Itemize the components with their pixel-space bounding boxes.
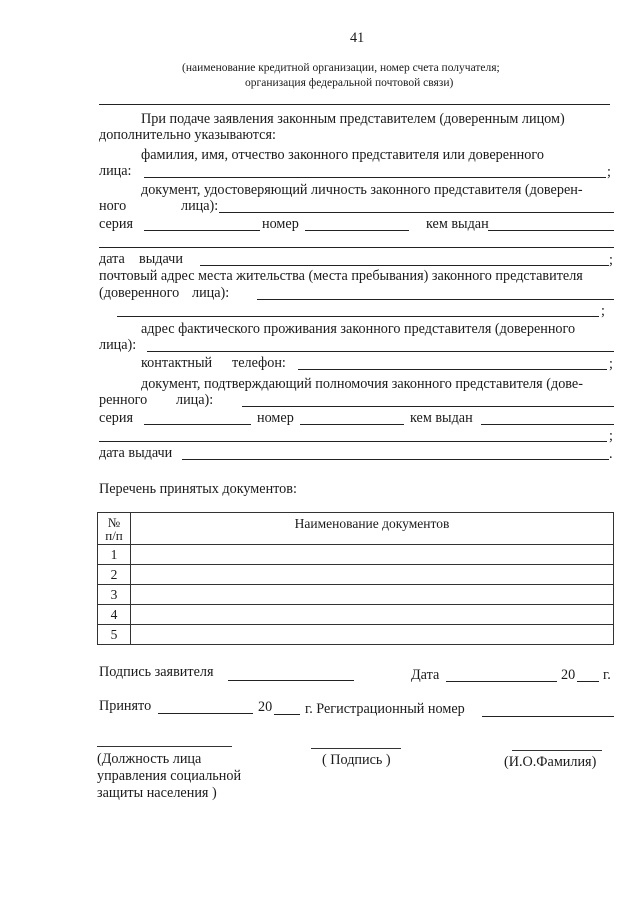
rep-authority-label-1: документ, подтверждающий полномочия законного представителя (дове-: [141, 376, 583, 392]
rep-postal-label-2b: лица):: [192, 285, 230, 301]
rep-fio-semicolon: ;: [607, 164, 611, 180]
rep-auth-semicolon: ;: [609, 428, 613, 444]
date-label: Дата: [411, 667, 440, 683]
official-signature-line[interactable]: [311, 748, 401, 749]
row-number: 4: [98, 605, 131, 625]
rep-issue-date-field[interactable]: [200, 265, 609, 266]
row-number: 1: [98, 545, 131, 565]
accepted-year-field[interactable]: [274, 714, 300, 715]
official-position-caption-3: защиты населения ): [97, 785, 217, 801]
registration-number-label: г. Регистрационный номер: [305, 701, 465, 717]
table-row: [98, 545, 614, 565]
rep-intro-line-2: дополнительно указываются:: [99, 127, 276, 143]
col-number-symbol: №: [107, 514, 121, 530]
rep-id-doc-label-1: документ, удостоверяющий личность законного представителя (доверен-: [141, 182, 583, 198]
official-name-line[interactable]: [512, 750, 602, 751]
documents-table: [97, 512, 614, 645]
document-name-cell[interactable]: [131, 585, 614, 605]
rep-postal-label-1: почтовый адрес места жительства (места пребывания) законного представителя: [99, 268, 583, 284]
document-name-cell[interactable]: [131, 625, 614, 645]
rep-phone-field[interactable]: [298, 369, 607, 370]
rep-auth-issued-by-label: кем выдан: [410, 410, 473, 426]
rep-issued-by-field-2[interactable]: [99, 247, 614, 248]
rep-authority-label-2a: ренного: [99, 392, 148, 408]
rep-auth-number-label: номер: [257, 410, 294, 426]
date-year-field[interactable]: [577, 681, 599, 682]
rep-issued-by-label: кем выдан: [426, 216, 489, 232]
rep-actual-label-1: адрес фактического проживания законного представителя (доверенного: [141, 321, 576, 337]
rep-postal-label-2a: (доверенного: [99, 285, 180, 301]
rep-postal-field-2[interactable]: [117, 316, 599, 317]
rep-auth-series-label: серия: [99, 410, 133, 426]
rep-phone-semicolon: ;: [609, 356, 613, 372]
document-name-cell[interactable]: [131, 565, 614, 585]
official-signature-caption: ( Подпись ): [322, 752, 391, 768]
document-name-cell[interactable]: [131, 605, 614, 625]
rep-actual-field[interactable]: [147, 351, 614, 352]
accepted-date-field[interactable]: [158, 713, 253, 714]
official-position-line[interactable]: [97, 746, 232, 747]
rep-issue-date-semicolon: ;: [609, 252, 613, 268]
col-number-abbr: п/п: [105, 527, 123, 543]
registration-number-field[interactable]: [482, 716, 614, 717]
col-number-header: [98, 513, 131, 545]
rep-auth-issued-by-field[interactable]: [481, 424, 614, 425]
rep-issue-date-label-a: дата: [99, 251, 125, 267]
table-row: [98, 605, 614, 625]
rep-auth-series-field[interactable]: [144, 424, 251, 425]
row-number: 2: [98, 565, 131, 585]
row-number: 5: [98, 625, 131, 645]
rep-authority-field[interactable]: [242, 406, 614, 407]
row-number: 3: [98, 585, 131, 605]
rep-number-field[interactable]: [305, 230, 409, 231]
date-year-suffix: г.: [603, 667, 611, 683]
rep-postal-field[interactable]: [257, 299, 614, 300]
rep-auth-issued-by-field-2[interactable]: [99, 441, 607, 442]
applicant-signature-label: Подпись заявителя: [99, 664, 214, 680]
rep-phone-label-a: контактный: [141, 355, 213, 371]
document-name-cell[interactable]: [131, 545, 614, 565]
rep-phone-label-b: телефон:: [232, 355, 286, 371]
rep-series-field[interactable]: [144, 230, 260, 231]
rep-number-label: номер: [262, 216, 299, 232]
rep-auth-issue-date-field[interactable]: [182, 459, 609, 460]
table-row: [98, 625, 614, 645]
rep-issue-date-label-b: выдачи: [139, 251, 183, 267]
rep-authority-label-2b: лица):: [176, 392, 214, 408]
date-year-prefix: 20: [561, 667, 576, 683]
rep-fio-label-1: фамилия, имя, отчество законного представителя или доверенного: [141, 147, 544, 163]
rep-auth-number-field[interactable]: [300, 424, 404, 425]
rep-issued-by-field[interactable]: [488, 230, 614, 231]
bank-caption-line-1: (наименование кредитной организации, номер счета получателя;: [182, 62, 500, 74]
rep-id-doc-label-2b: лица):: [181, 198, 219, 214]
rep-id-doc-label-2a: ного: [99, 198, 127, 214]
rep-postal-semicolon: ;: [601, 303, 605, 319]
accepted-label: Принято: [99, 698, 152, 714]
rep-intro-line-1: При подаче заявления законным представителем (доверенным лицом): [141, 111, 565, 127]
table-row: [98, 565, 614, 585]
rep-actual-label-2: лица):: [99, 337, 137, 353]
table-row: [98, 585, 614, 605]
rep-auth-issue-date-period: .: [609, 446, 613, 462]
col-name-header: Наименование документов: [131, 513, 614, 545]
rep-auth-issue-date-label: дата выдачи: [99, 445, 173, 461]
official-name-caption: (И.О.Фамилия): [504, 754, 597, 770]
bank-field-line[interactable]: [99, 104, 610, 105]
page-number: 41: [350, 30, 365, 46]
bank-caption-line-2: организация федеральной почтовой связи): [245, 77, 454, 89]
official-position-caption-2: управления социальной: [97, 768, 242, 784]
date-field[interactable]: [446, 681, 557, 682]
applicant-signature-field[interactable]: [228, 680, 354, 681]
rep-series-label: серия: [99, 216, 133, 232]
accepted-year-prefix: 20: [258, 699, 273, 715]
docs-title: Перечень принятых документов:: [99, 481, 297, 497]
rep-id-doc-field[interactable]: [219, 212, 614, 213]
documents-table-header: [98, 513, 614, 545]
rep-fio-label-2: лица:: [99, 163, 132, 179]
rep-fio-field[interactable]: [144, 177, 606, 178]
official-position-caption-1: (Должность лица: [97, 751, 202, 767]
